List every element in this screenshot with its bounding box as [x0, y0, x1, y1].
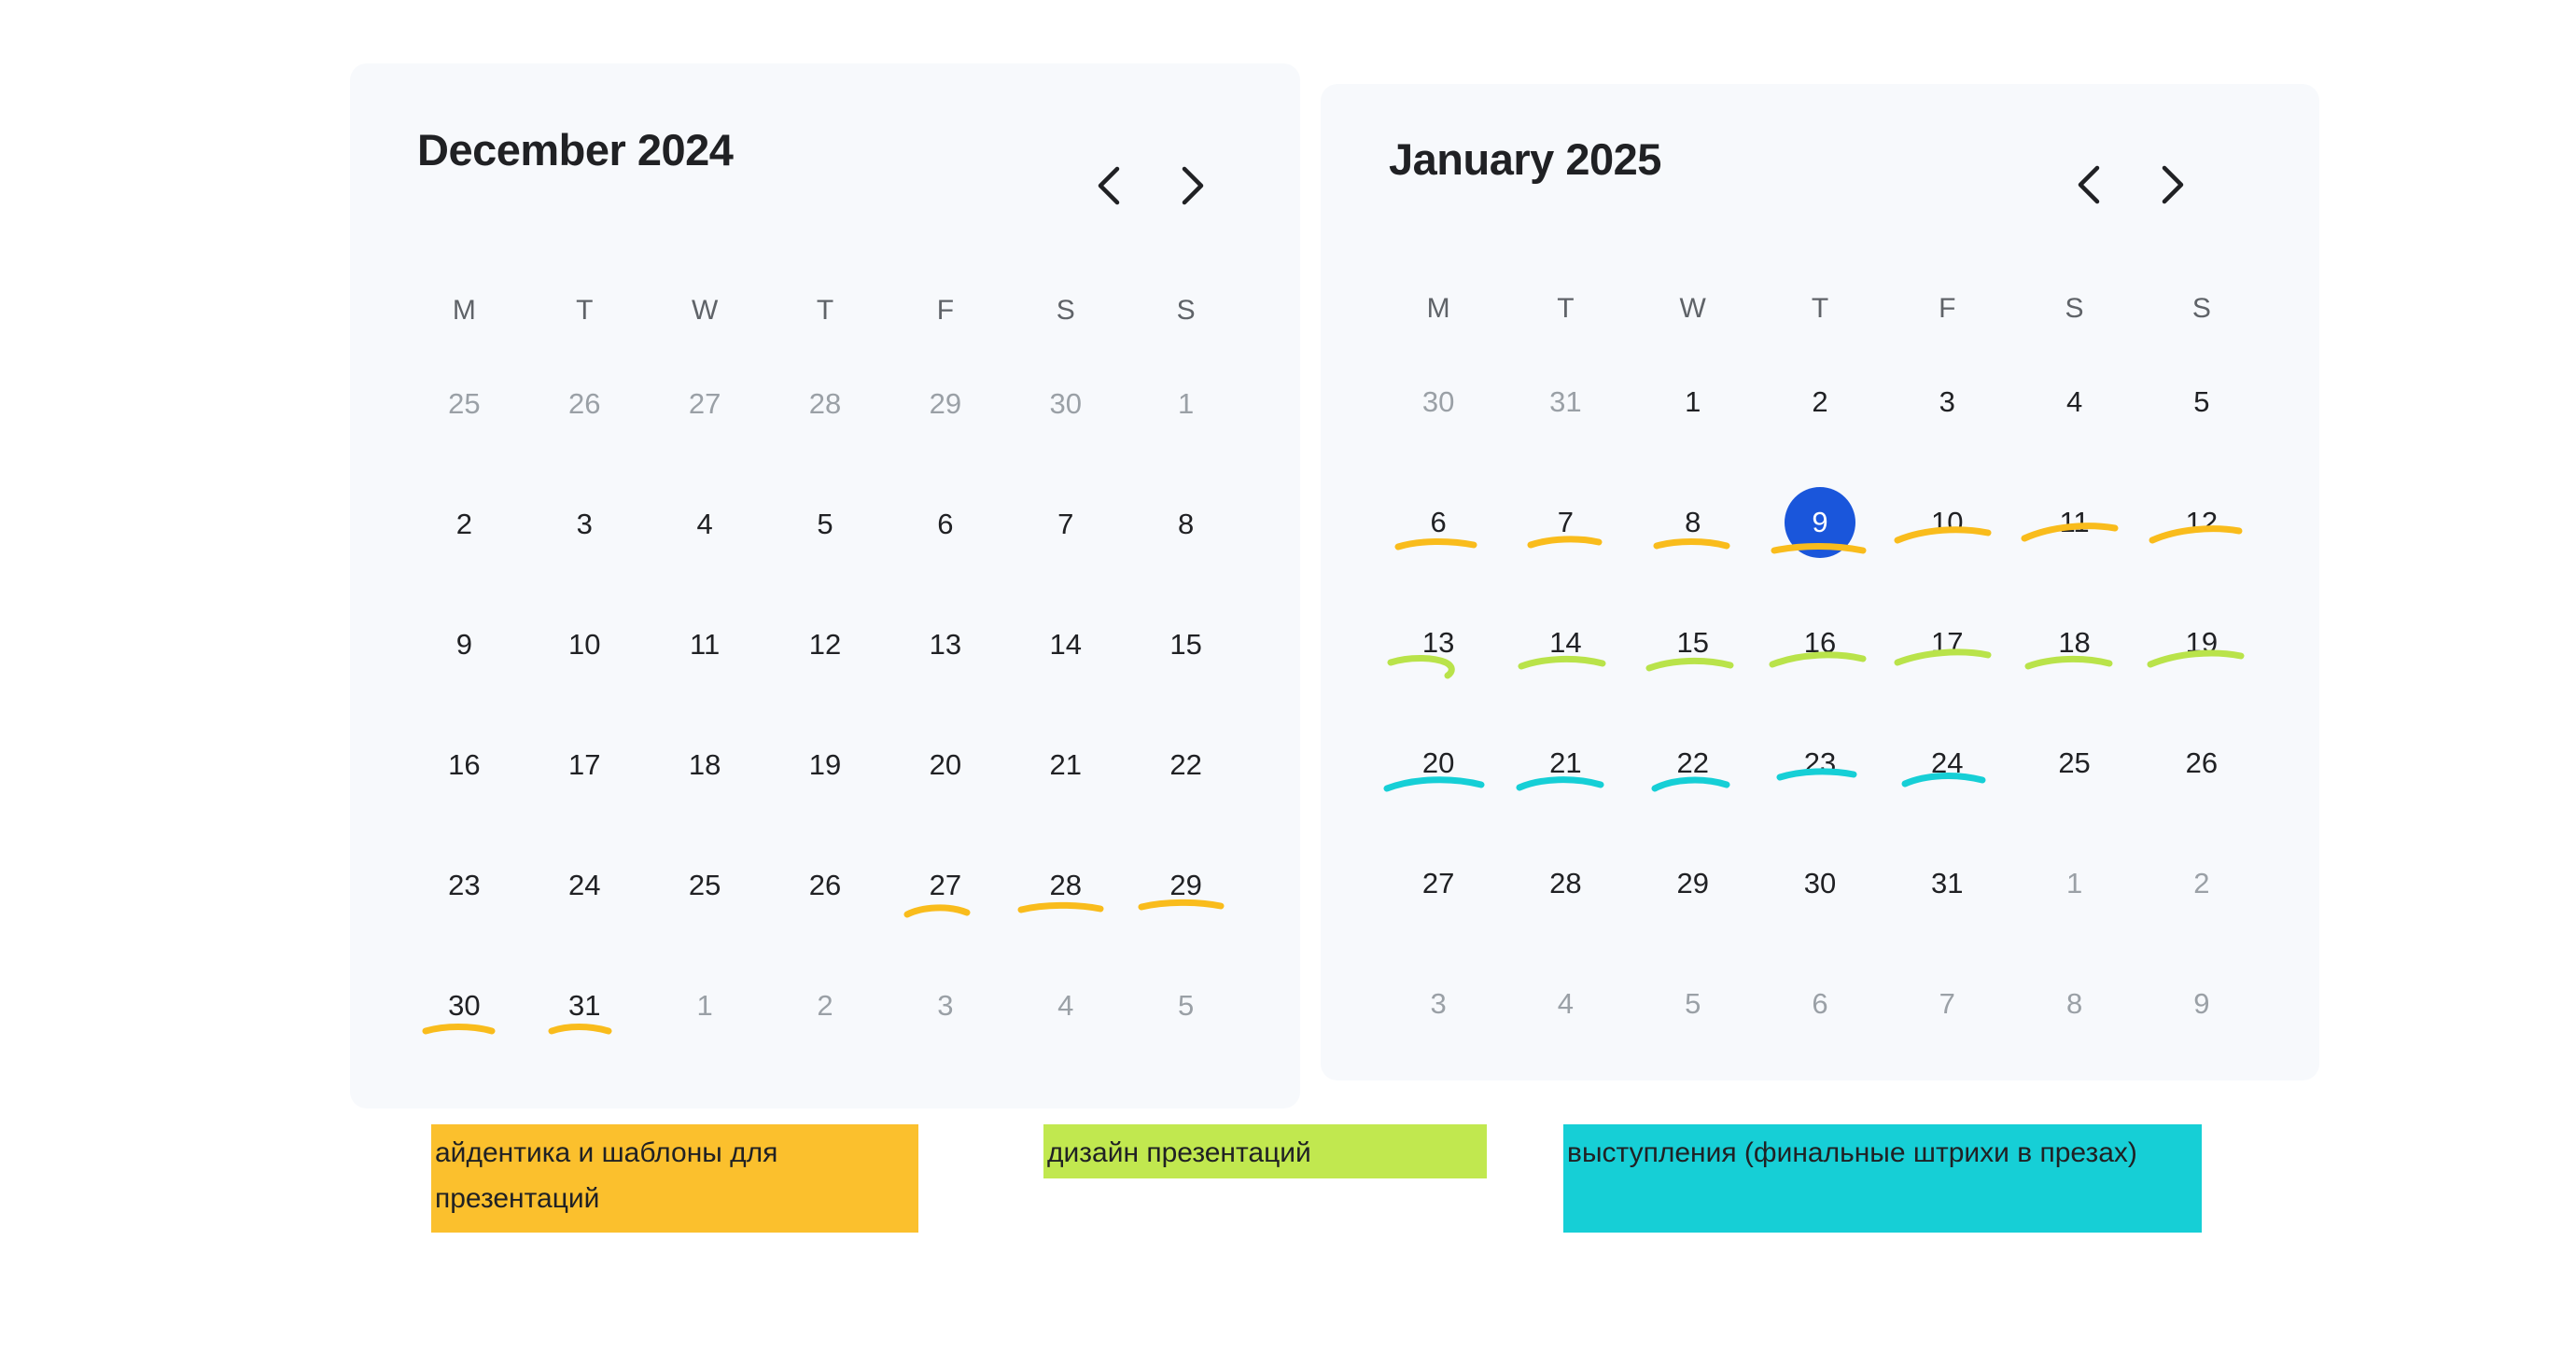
- day-number: 26: [568, 387, 601, 420]
- day-number: 7: [1939, 987, 1955, 1020]
- day-number: 22: [1676, 746, 1709, 779]
- day-number: 15: [1169, 628, 1202, 661]
- day-number: 4: [1557, 987, 1575, 1020]
- day-number: 19: [2185, 626, 2219, 659]
- weekday-label: T: [1811, 293, 1829, 324]
- day-number: 6: [937, 508, 954, 540]
- day-number: 26: [2185, 746, 2219, 779]
- day-number: 23: [448, 869, 481, 901]
- day-number: 15: [1676, 626, 1709, 659]
- day-number: 11: [2059, 506, 2090, 538]
- day-number: 5: [2193, 385, 2210, 418]
- day-number: 12: [2185, 506, 2219, 538]
- day-number: 5: [817, 508, 833, 540]
- day-number: 26: [808, 869, 842, 901]
- day-number: 24: [568, 869, 601, 901]
- weekday-label: M: [452, 295, 476, 326]
- day-number: 25: [2058, 746, 2091, 779]
- weekday-label: M: [1426, 293, 1450, 324]
- day-number: 13: [929, 628, 962, 661]
- day-number: 17: [1931, 626, 1964, 659]
- day-number: 2: [455, 508, 473, 540]
- day-number: 3: [576, 508, 593, 540]
- day-number: 21: [1549, 746, 1582, 779]
- day-number: 21: [1049, 748, 1082, 781]
- day-number: 10: [1931, 506, 1964, 538]
- day-number: 7: [1557, 506, 1575, 538]
- day-number: 8: [1177, 508, 1195, 540]
- day-number: 1: [2065, 867, 2083, 899]
- weekday-label: W: [691, 295, 719, 326]
- day-number: 5: [1177, 989, 1195, 1022]
- day-number: 14: [1049, 628, 1082, 661]
- day-number: 3: [1430, 987, 1447, 1020]
- day-number: 2: [1812, 385, 1828, 418]
- day-number: 27: [688, 387, 721, 420]
- day-number: 19: [808, 748, 842, 781]
- day-number: 30: [1803, 867, 1837, 899]
- day-number: 9: [455, 628, 473, 661]
- day-number: 6: [1430, 506, 1447, 538]
- day-number: 5: [1685, 987, 1701, 1020]
- day-number: 4: [696, 508, 713, 540]
- day-number: 31: [568, 989, 601, 1022]
- day-number: 29: [1676, 867, 1709, 899]
- day-number: 4: [2065, 385, 2083, 418]
- day-number: 1: [1685, 385, 1701, 418]
- day-number: 8: [2065, 987, 2083, 1020]
- day-number: 1: [696, 989, 713, 1022]
- day-number: 29: [929, 387, 962, 420]
- day-number: 18: [688, 748, 721, 781]
- day-number: 9: [2193, 987, 2210, 1020]
- day-number: 29: [1169, 869, 1202, 901]
- weekday-label: T: [576, 295, 594, 326]
- day-number: 7: [1057, 508, 1074, 540]
- day-number: 16: [448, 748, 481, 781]
- day-number: 8: [1685, 506, 1701, 538]
- day-number: 1: [1177, 387, 1195, 420]
- day-number: 10: [568, 628, 601, 661]
- calendar-title-december: December 2024: [417, 124, 734, 174]
- day-number: 30: [1421, 385, 1455, 418]
- weekday-label: S: [2191, 293, 2211, 324]
- day-number: 13: [1421, 626, 1455, 659]
- day-number: 6: [1812, 987, 1828, 1020]
- day-number: 14: [1549, 626, 1582, 659]
- weekday-label: W: [1679, 293, 1706, 324]
- legend-item-design: дизайн презентаций: [1043, 1124, 1487, 1178]
- weekday-label: F: [936, 295, 955, 326]
- weekday-label: S: [2065, 293, 2084, 324]
- legend-item-identity: айдентика и шаблоны для презентаций: [431, 1124, 918, 1233]
- calendar-title-january: January 2025: [1389, 133, 1661, 184]
- day-number: 16: [1803, 626, 1837, 659]
- day-number: 24: [1931, 746, 1964, 779]
- weekday-label: S: [1056, 295, 1075, 326]
- weekday-label: F: [1939, 293, 1956, 324]
- day-number: 11: [690, 628, 721, 661]
- day-number: 25: [688, 869, 721, 901]
- day-number: 31: [1549, 385, 1582, 418]
- day-number: 30: [1049, 387, 1082, 420]
- day-number: 28: [1549, 867, 1582, 899]
- day-number: 3: [1939, 385, 1955, 418]
- day-number: 20: [1421, 746, 1455, 779]
- day-number: 12: [808, 628, 842, 661]
- day-number: 28: [808, 387, 842, 420]
- legend-item-presentations: выступления (финальные штрихи в презах): [1563, 1124, 2202, 1233]
- day-number: 18: [2058, 626, 2091, 659]
- day-number: 31: [1931, 867, 1964, 899]
- day-number: 9: [1812, 506, 1828, 538]
- day-number: 23: [1803, 746, 1837, 779]
- weekday-label: T: [1557, 293, 1575, 324]
- day-number: 2: [817, 989, 833, 1022]
- day-number: 28: [1049, 869, 1082, 901]
- day-number: 30: [448, 989, 481, 1022]
- day-number: 25: [448, 387, 481, 420]
- weekday-label: T: [816, 295, 834, 326]
- day-number: 22: [1169, 748, 1202, 781]
- day-number: 4: [1057, 989, 1074, 1022]
- day-number: 17: [568, 748, 601, 781]
- day-number: 27: [929, 869, 962, 901]
- day-number: 2: [2193, 867, 2210, 899]
- weekday-label: S: [1176, 295, 1196, 326]
- day-number: 27: [1421, 867, 1455, 899]
- day-number: 20: [929, 748, 962, 781]
- day-number: 3: [937, 989, 954, 1022]
